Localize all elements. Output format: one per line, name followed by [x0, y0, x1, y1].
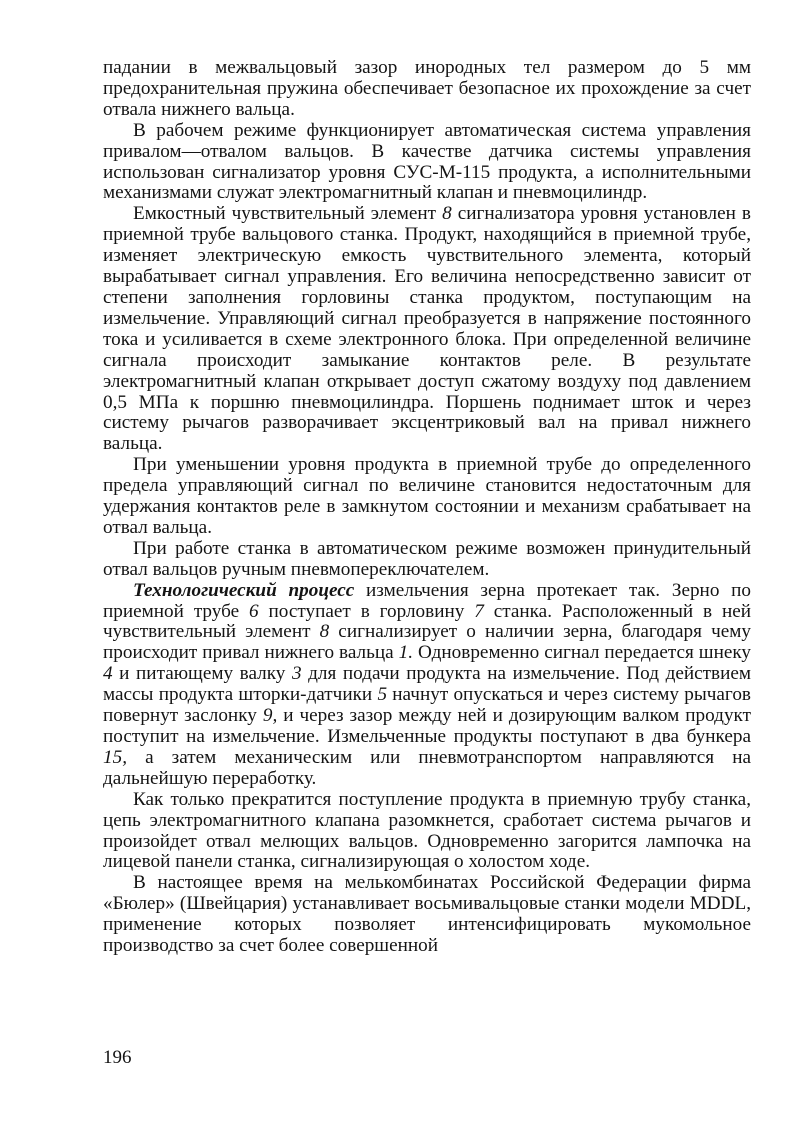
text-run: падании в межвальцовый зазор инородных тел размером до 5 мм предохранительная пружина обеспечивает безопасное их прохождение за счет отвала нижнего вальца.	[103, 57, 751, 120]
figure-reference: 1.	[398, 642, 414, 664]
text-run: При работе станка в автоматическом режиме возможен принудительный отвал вальцов ручным пневмопереключателем.	[103, 537, 751, 580]
text-run: для подачи продукта на измельчение. Под действием массы продукта шторки-датчики	[103, 663, 751, 706]
paragraph	[103, 455, 751, 539]
paragraph	[103, 790, 751, 874]
text-run: начнут опускаться и через систему рычагов повернут заслонку	[103, 684, 751, 727]
paragraph	[103, 873, 751, 957]
paragraph	[103, 539, 751, 581]
text-run: Одновременно сигнал передается шнеку	[413, 642, 751, 664]
figure-reference: 8	[319, 621, 330, 643]
text-run: и через зазор между ней и дозирующим валком продукт поступит на измельчение. Измельченные продукты поступают в два бункера	[103, 705, 751, 747]
figure-reference: 9,	[262, 705, 278, 727]
text-run: а затем механическим или пневмотранспортом направляются на дальнейшую переработку.	[103, 746, 751, 789]
figure-reference: 7	[474, 600, 484, 622]
text-run: и питающему валку	[112, 663, 292, 685]
text-run: В рабочем режиме функционирует автоматическая система управления привалом—отвалом вальцов. В качестве датчика системы управления использован сигнализатор уровня СУС-М-115 продукта, а исполнительными механизмами служат электромагнитный клапан и пневмоцилиндр.	[103, 119, 751, 204]
figure-reference: 4	[103, 663, 113, 685]
text-run: измельчения зерна протекает так. Зерно по приемной трубе	[103, 579, 751, 622]
paragraph	[103, 204, 751, 455]
text-run: Как только прекратится поступление продукта в приемную трубу станка, цепь электромагнитного клапана разомкнется, сработает система рычагов и произойдет отвал мелющих вальцов. Одновременно загорится лампочка на лицевой панели станка, сигнализирующая о холостом ходе.	[103, 788, 751, 873]
page-number: 196	[103, 1047, 132, 1068]
emphasized-term: Технологический процесс	[133, 579, 355, 601]
text-run: Емкостный чувствительный элемент	[133, 203, 443, 225]
text-run: станка. Расположенный в ней чувствительный элемент	[103, 600, 752, 643]
figure-reference: 15,	[103, 746, 127, 768]
figure-reference: 8	[442, 203, 452, 225]
figure-reference: 3	[291, 663, 302, 685]
paragraph	[103, 581, 751, 790]
text-run: поступает в горловину	[258, 600, 475, 622]
paragraph	[103, 58, 751, 121]
text-run: сигнализатора уровня установлен в приемной трубе вальцового станка. Продукт, находящийся в приемной трубе, изменяет электрическую емкость чувствительного элемента, который вырабатывает сигнал управления. Его величина непосредственно зависит от степени заполнения горловины станка продуктом, поступающим на измельчение. Управляющий сигнал преобразуется в напряжение постоянного тока и усиливается в схеме электронного блока. При определенной величине сигнала происходит замыкание контактов реле. В результате электромагнитный клапан открывает доступ сжатому воздуху под давлением 0,5 МПа к поршню пневмоцилиндра. Поршень поднимает шток и через систему рычагов разворачивает эксцентриковый вал на привал нижнего вальца.	[103, 203, 751, 455]
text-run: сигнализирует о наличии зерна, благодаря чему происходит привал нижнего вальца	[103, 621, 751, 664]
text-run: В настоящее время на мелькомбинатах Российской Федерации фирма «Бюлер» (Швейцария) устанавливает восьмивальцовые станки модели MDDL, применение которых позволяет интенсифицировать мукомольное производство за счет более совершенной	[103, 872, 751, 957]
paragraph	[103, 121, 751, 205]
figure-reference: 6	[249, 600, 259, 622]
body-text	[103, 58, 751, 957]
figure-reference: 5	[377, 684, 388, 706]
text-run: При уменьшении уровня продукта в приемной трубе до определенного предела управляющий сигнал по величине становится недостаточным для удержания контактов реле в замкнутом состоянии и механизм срабатывает на отвал вальца.	[103, 454, 751, 538]
